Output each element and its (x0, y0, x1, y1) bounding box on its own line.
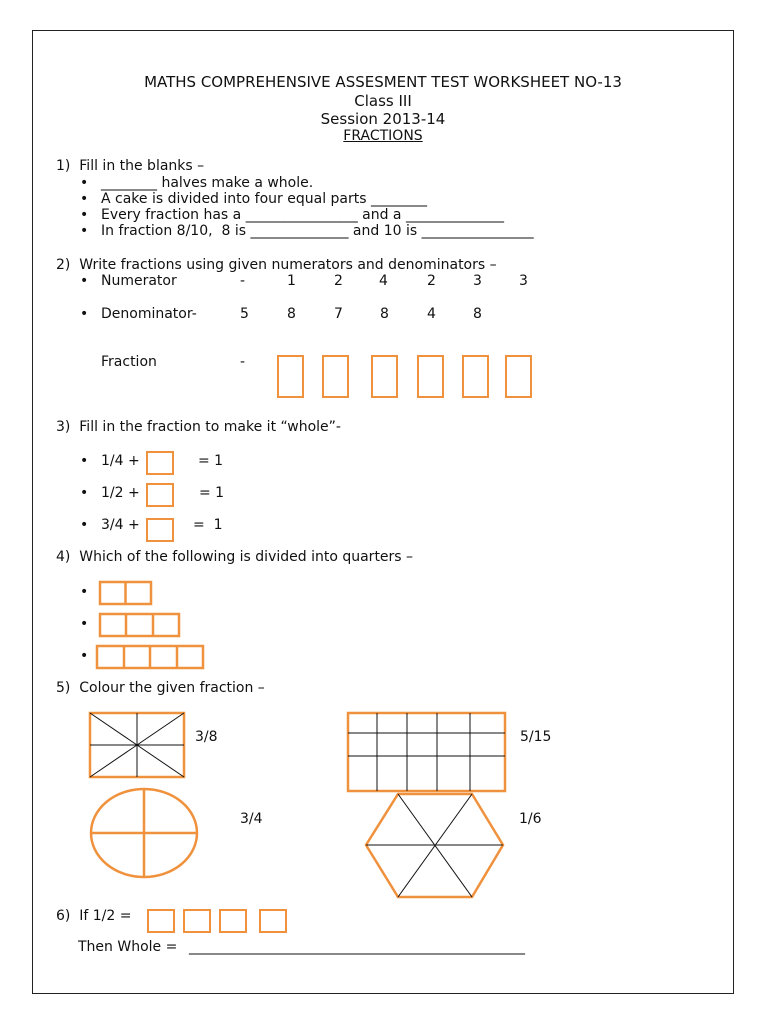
q1-heading: 1) Fill in the blanks – (56, 158, 205, 174)
q3-left: 1/2 + (101, 485, 140, 501)
hexagon-sixths[interactable] (366, 794, 503, 897)
q5-heading: 5) Colour the given fraction – (56, 680, 265, 696)
fraction-label-hexagon: 1/6 (519, 811, 542, 827)
denominator-value: 8 (287, 306, 296, 322)
bullet: • (80, 584, 89, 600)
bullet: • (80, 175, 89, 191)
fraction-label-rectangle: 3/8 (195, 729, 218, 745)
denominator-value: 5 (240, 306, 249, 322)
bullet: • (80, 191, 89, 207)
numerator-label: Numerator (101, 273, 177, 289)
numerator-value: 3 (519, 273, 528, 289)
bullet: • (80, 485, 89, 501)
then-whole-label: Then Whole = (78, 939, 178, 955)
fraction-dash: - (240, 354, 246, 370)
fraction-label-circle: 3/4 (240, 811, 263, 827)
denominator-value: 4 (427, 306, 436, 322)
class-label: Class III (354, 92, 412, 110)
numerator-value: 4 (379, 273, 388, 289)
denominator-value: 7 (334, 306, 343, 322)
q3-right: = 1 (199, 485, 225, 501)
denominator-label: Denominator- (101, 306, 197, 322)
worksheet-title: MATHS COMPREHENSIVE ASSESMENT TEST WORKSHEET NO-13 (144, 73, 622, 91)
numerator-value: 1 (287, 273, 296, 289)
session-label: Session 2013-14 (320, 110, 446, 128)
q3-heading: 3) Fill in the fraction to make it “whole”- (56, 419, 341, 435)
numerator-dash: - (240, 273, 246, 289)
whole-answer-line[interactable]: ________________________________________________ (189, 939, 525, 955)
bullet: • (80, 453, 89, 469)
q4-heading: 4) Which of the following is divided into quarters – (56, 549, 414, 565)
bullet: • (80, 306, 89, 322)
q6-heading: 6) If 1/2 = (56, 908, 132, 924)
grid-fifteenths[interactable] (348, 713, 505, 791)
numerator-value: 3 (473, 273, 482, 289)
q1-item: A cake is divided into four equal parts ________ (101, 191, 427, 207)
q1-item: In fraction 8/10, 8 is ______________ and 10 is ________________ (101, 223, 534, 239)
circle-quarters[interactable] (91, 789, 197, 877)
bullet: • (80, 616, 89, 632)
denominator-value: 8 (473, 306, 482, 322)
four-part-bar[interactable] (97, 646, 203, 668)
q1-item: Every fraction has a ________________ and a ______________ (101, 207, 504, 223)
topic-label: FRACTIONS (343, 128, 423, 144)
rectangle-eighths[interactable] (90, 713, 184, 777)
fraction-label: Fraction (101, 354, 157, 370)
fraction-label-grid: 5/15 (520, 729, 552, 745)
q3-left: 3/4 + (101, 517, 140, 533)
q3-left: 1/4 + (101, 453, 140, 469)
q1-item: ________ halves make a whole. (101, 175, 314, 191)
bullet: • (80, 207, 89, 223)
bullet: • (80, 648, 89, 664)
numerator-value: 2 (427, 273, 436, 289)
q3-right: = 1 (193, 517, 223, 533)
numerator-value: 2 (334, 273, 343, 289)
q3-right: = 1 (198, 453, 224, 469)
bullet: • (80, 223, 89, 239)
q2-heading: 2) Write fractions using given numerators and denominators – (56, 257, 497, 273)
bullet: • (80, 273, 89, 289)
two-part-bar[interactable] (100, 582, 151, 604)
bullet: • (80, 517, 89, 533)
three-part-bar[interactable] (100, 614, 179, 636)
denominator-value: 8 (380, 306, 389, 322)
